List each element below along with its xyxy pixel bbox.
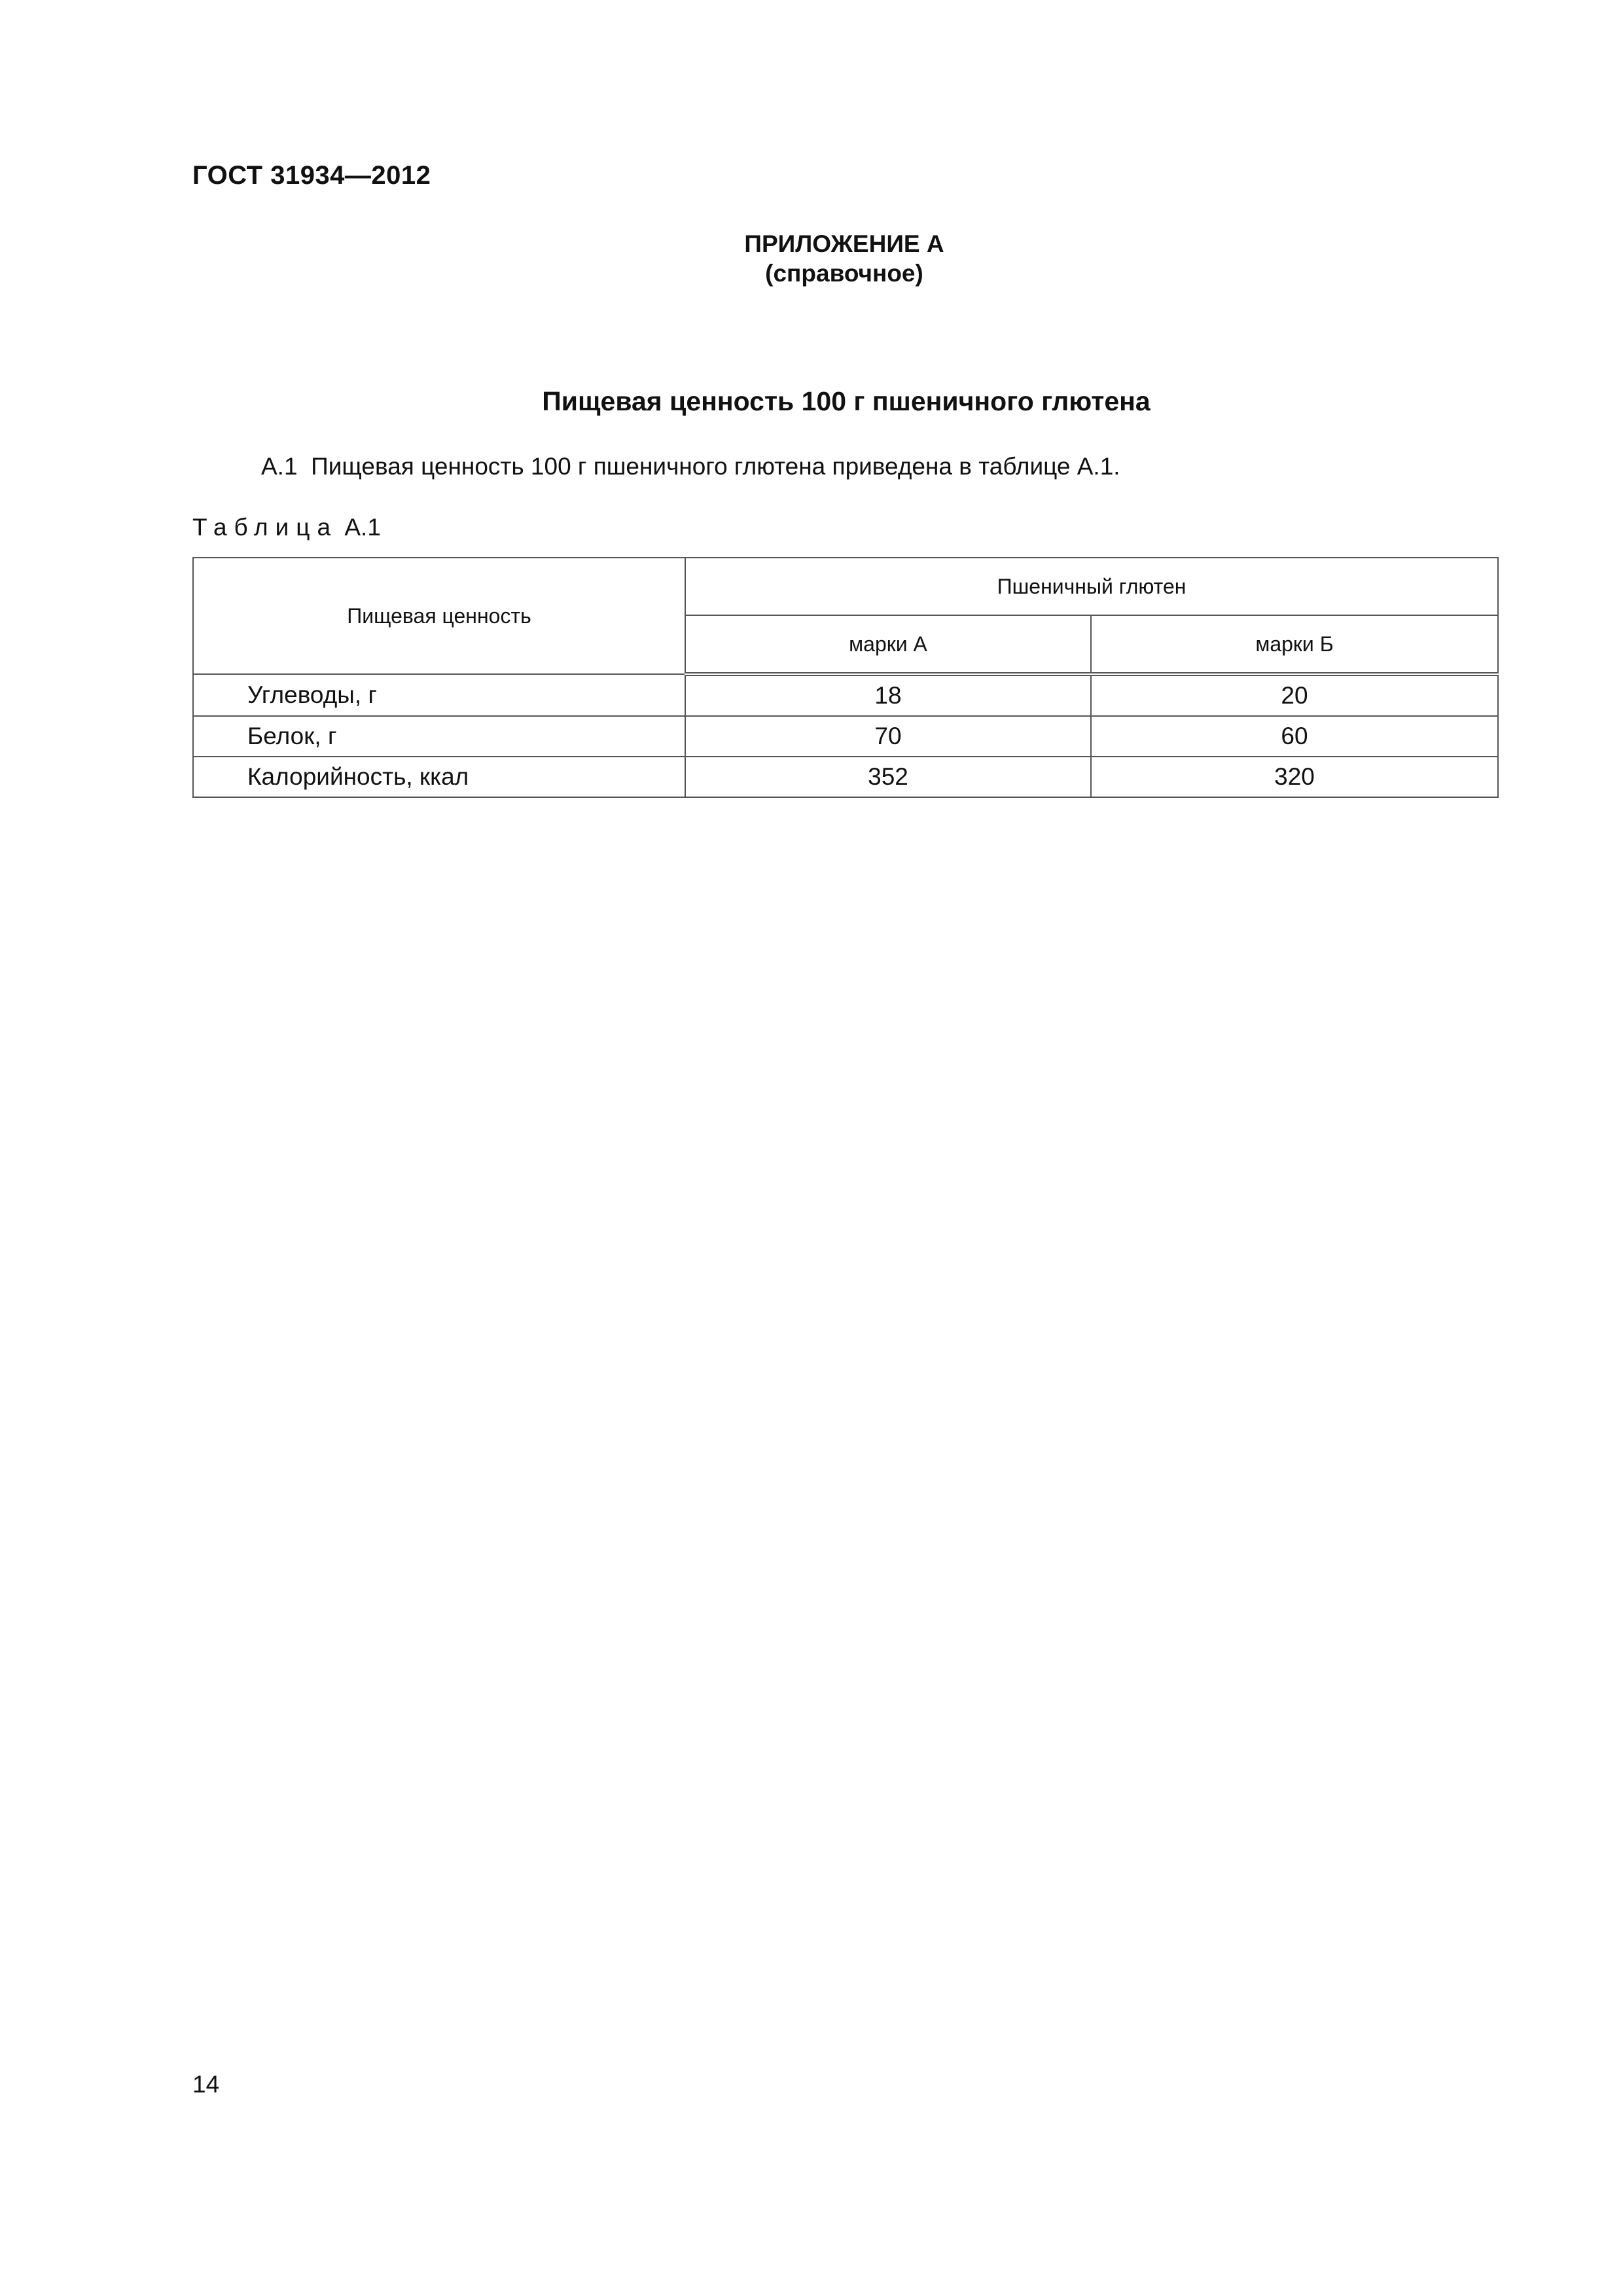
page-number: 14: [192, 2071, 220, 2098]
appendix-title: ПРИЛОЖЕНИЕ А: [744, 230, 944, 257]
table-caption-number: А.1: [344, 514, 381, 541]
table-row-label: Калорийность, ккал: [193, 757, 685, 797]
table-row-label: Углеводы, г: [193, 674, 685, 716]
paragraph-text: Пищевая ценность 100 г пшеничного глютена приведена в таблице А.1.: [311, 453, 1120, 480]
table-row-label: Белок, г: [193, 716, 685, 757]
table-row-header: Пищевая ценность: [193, 558, 685, 674]
table-cell: 70: [685, 716, 1091, 757]
table-cell: 352: [685, 757, 1091, 797]
table-cell: 320: [1091, 757, 1498, 797]
section-title: Пищевая ценность 100 г пшеничного глютена: [542, 386, 1150, 416]
document-code: ГОСТ 31934—2012: [192, 161, 431, 190]
table-row: [193, 716, 1498, 757]
table-cell: 20: [1091, 674, 1498, 716]
table-cell: 60: [1091, 716, 1498, 757]
appendix-type: (справочное): [765, 260, 923, 287]
table-column-header: марки А: [685, 615, 1091, 674]
table-row: [193, 674, 1498, 716]
paragraph: [261, 453, 1120, 480]
table-row: [193, 757, 1498, 797]
table-header-row: [193, 558, 1498, 615]
table-caption-word: Таблица: [192, 514, 338, 541]
table-column-header: марки Б: [1091, 615, 1498, 674]
paragraph-number: А.1: [261, 453, 298, 480]
table-caption: [192, 514, 381, 541]
table-cell: 18: [685, 674, 1091, 716]
table-group-header: Пшеничный глютен: [685, 558, 1498, 615]
nutrition-table: [192, 557, 1499, 798]
